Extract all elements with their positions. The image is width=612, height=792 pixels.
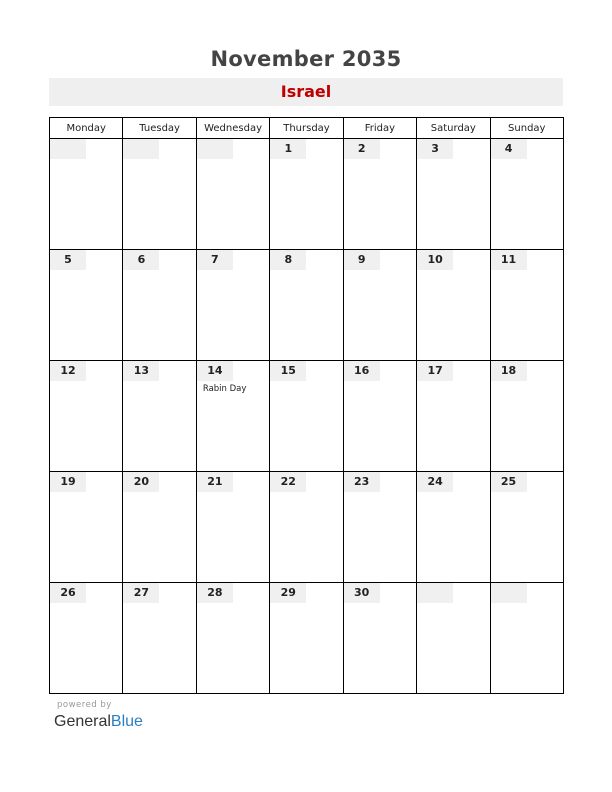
day-cell — [490, 361, 563, 472]
day-number: 3 — [417, 139, 453, 159]
day-cell — [123, 139, 196, 250]
day-cell — [343, 472, 416, 583]
day-cell — [196, 361, 269, 472]
day-number: 15 — [270, 361, 306, 381]
day-cell — [50, 250, 123, 361]
day-cell — [343, 139, 416, 250]
holiday-label: Rabin Day — [202, 384, 247, 394]
day-cell — [270, 583, 343, 694]
week-row — [50, 361, 564, 472]
day-number: 17 — [417, 361, 453, 381]
day-number: 25 — [491, 472, 527, 492]
day-number: 5 — [50, 250, 86, 270]
calendar-grid — [49, 117, 564, 694]
day-cell — [270, 250, 343, 361]
day-number: 22 — [270, 472, 306, 492]
day-number: 11 — [491, 250, 527, 270]
day-number — [197, 139, 233, 159]
week-row — [50, 472, 564, 583]
day-number: 12 — [50, 361, 86, 381]
day-cell — [490, 583, 563, 694]
calendar-body — [50, 139, 564, 694]
day-number: 1 — [270, 139, 306, 159]
day-number: 13 — [123, 361, 159, 381]
day-number: 24 — [417, 472, 453, 492]
weekday-thursday: Thursday — [270, 118, 343, 139]
day-number: 18 — [491, 361, 527, 381]
day-cell — [270, 361, 343, 472]
day-cell — [123, 250, 196, 361]
week-row — [50, 139, 564, 250]
day-number: 2 — [344, 139, 380, 159]
day-number — [491, 583, 527, 603]
day-number: 16 — [344, 361, 380, 381]
day-number: 7 — [197, 250, 233, 270]
day-cell — [196, 472, 269, 583]
day-number: 23 — [344, 472, 380, 492]
weekday-saturday: Saturday — [417, 118, 490, 139]
day-cell — [417, 139, 490, 250]
weekday-header-row — [50, 118, 564, 139]
day-number: 10 — [417, 250, 453, 270]
calendar-title: November 2035 — [210, 47, 402, 71]
day-cell — [343, 250, 416, 361]
day-number: 19 — [50, 472, 86, 492]
weekday-monday: Monday — [50, 118, 123, 139]
day-cell — [490, 472, 563, 583]
day-number: 8 — [270, 250, 306, 270]
day-number: 28 — [197, 583, 233, 603]
day-number: 21 — [197, 472, 233, 492]
powered-by-label: powered by — [57, 700, 112, 710]
day-number: 27 — [123, 583, 159, 603]
day-cell — [50, 361, 123, 472]
day-cell — [417, 472, 490, 583]
day-number: 6 — [123, 250, 159, 270]
day-cell — [196, 139, 269, 250]
day-number — [417, 583, 453, 603]
day-cell — [270, 139, 343, 250]
day-cell — [50, 472, 123, 583]
weekday-friday: Friday — [343, 118, 416, 139]
day-cell — [196, 583, 269, 694]
day-cell — [123, 583, 196, 694]
country-banner — [49, 78, 563, 106]
day-cell — [490, 139, 563, 250]
day-cell — [417, 583, 490, 694]
day-cell — [50, 583, 123, 694]
day-number: 9 — [344, 250, 380, 270]
day-cell — [343, 583, 416, 694]
day-cell — [123, 472, 196, 583]
day-number: 14 — [197, 361, 233, 381]
day-cell — [417, 250, 490, 361]
day-number: 20 — [123, 472, 159, 492]
day-cell — [490, 250, 563, 361]
brand-blue: Blue — [110, 713, 143, 730]
day-number — [123, 139, 159, 159]
day-number: 4 — [491, 139, 527, 159]
weekday-tuesday: Tuesday — [123, 118, 196, 139]
day-cell — [50, 139, 123, 250]
week-row — [50, 250, 564, 361]
day-cell — [123, 361, 196, 472]
day-number: 30 — [344, 583, 380, 603]
brand-general: General — [54, 713, 111, 730]
weekday-sunday: Sunday — [490, 118, 563, 139]
weekday-wednesday: Wednesday — [196, 118, 269, 139]
day-cell — [343, 361, 416, 472]
day-number — [50, 139, 86, 159]
day-cell — [417, 361, 490, 472]
day-number: 26 — [50, 583, 86, 603]
country-name: Israel — [280, 82, 332, 101]
week-row — [50, 583, 564, 694]
day-cell — [196, 250, 269, 361]
day-cell — [270, 472, 343, 583]
day-number: 29 — [270, 583, 306, 603]
generalblue-logo[interactable] — [54, 713, 143, 731]
